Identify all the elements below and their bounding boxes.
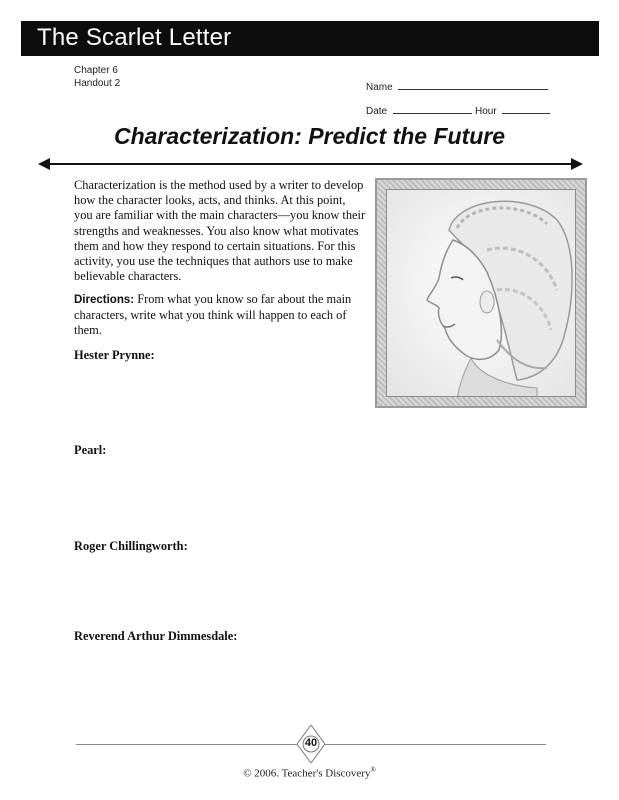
book-title: The Scarlet Letter: [37, 24, 232, 51]
double-arrow-divider: [38, 157, 583, 171]
name-field[interactable]: [366, 80, 548, 93]
intro-paragraph: Characterization is the method used by a writer to develop how the character looks, acts, and thinks. At this point, you are familiar with the main characters—you know their strengths and weaknesses. You also know what motivates them and how they respond to certain situations. For this activity, you use the techniques that authors use to make believable characters.: [74, 178, 366, 284]
hour-line: [502, 104, 550, 114]
name-line: [398, 80, 548, 90]
hour-field[interactable]: [475, 104, 550, 117]
title-banner: [21, 21, 599, 56]
handout-label: Handout 2: [74, 78, 121, 89]
directions-label: Directions:: [74, 294, 135, 306]
registered-mark: ®: [370, 766, 376, 774]
chapter-label: Chapter 6: [74, 65, 118, 76]
character-dimmesdale: Reverend Arthur Dimmesdale:: [74, 629, 238, 643]
character-hester: Hester Prynne:: [74, 348, 155, 362]
directions-text: From what you know so far about the main characters, write what you think will happen to each of them.: [74, 292, 352, 338]
worksheet-title: Characterization: Predict the Future: [113, 123, 506, 149]
date-label: Date: [366, 106, 388, 117]
hour-label: Hour: [475, 106, 497, 117]
illustration-frame: [375, 178, 587, 408]
character-chillingworth: Roger Chillingworth:: [74, 539, 188, 553]
name-label: Name: [366, 82, 393, 93]
copyright-text: © 2006. Teacher's Discovery: [243, 767, 371, 780]
copyright-notice: [0, 766, 619, 780]
directions-paragraph: [74, 292, 366, 339]
date-line: [393, 104, 472, 114]
girl-in-bonnet-portrait-icon: [386, 189, 576, 397]
date-field[interactable]: [366, 104, 472, 117]
page-number: 40: [304, 737, 318, 749]
character-pearl: Pearl:: [74, 443, 107, 457]
